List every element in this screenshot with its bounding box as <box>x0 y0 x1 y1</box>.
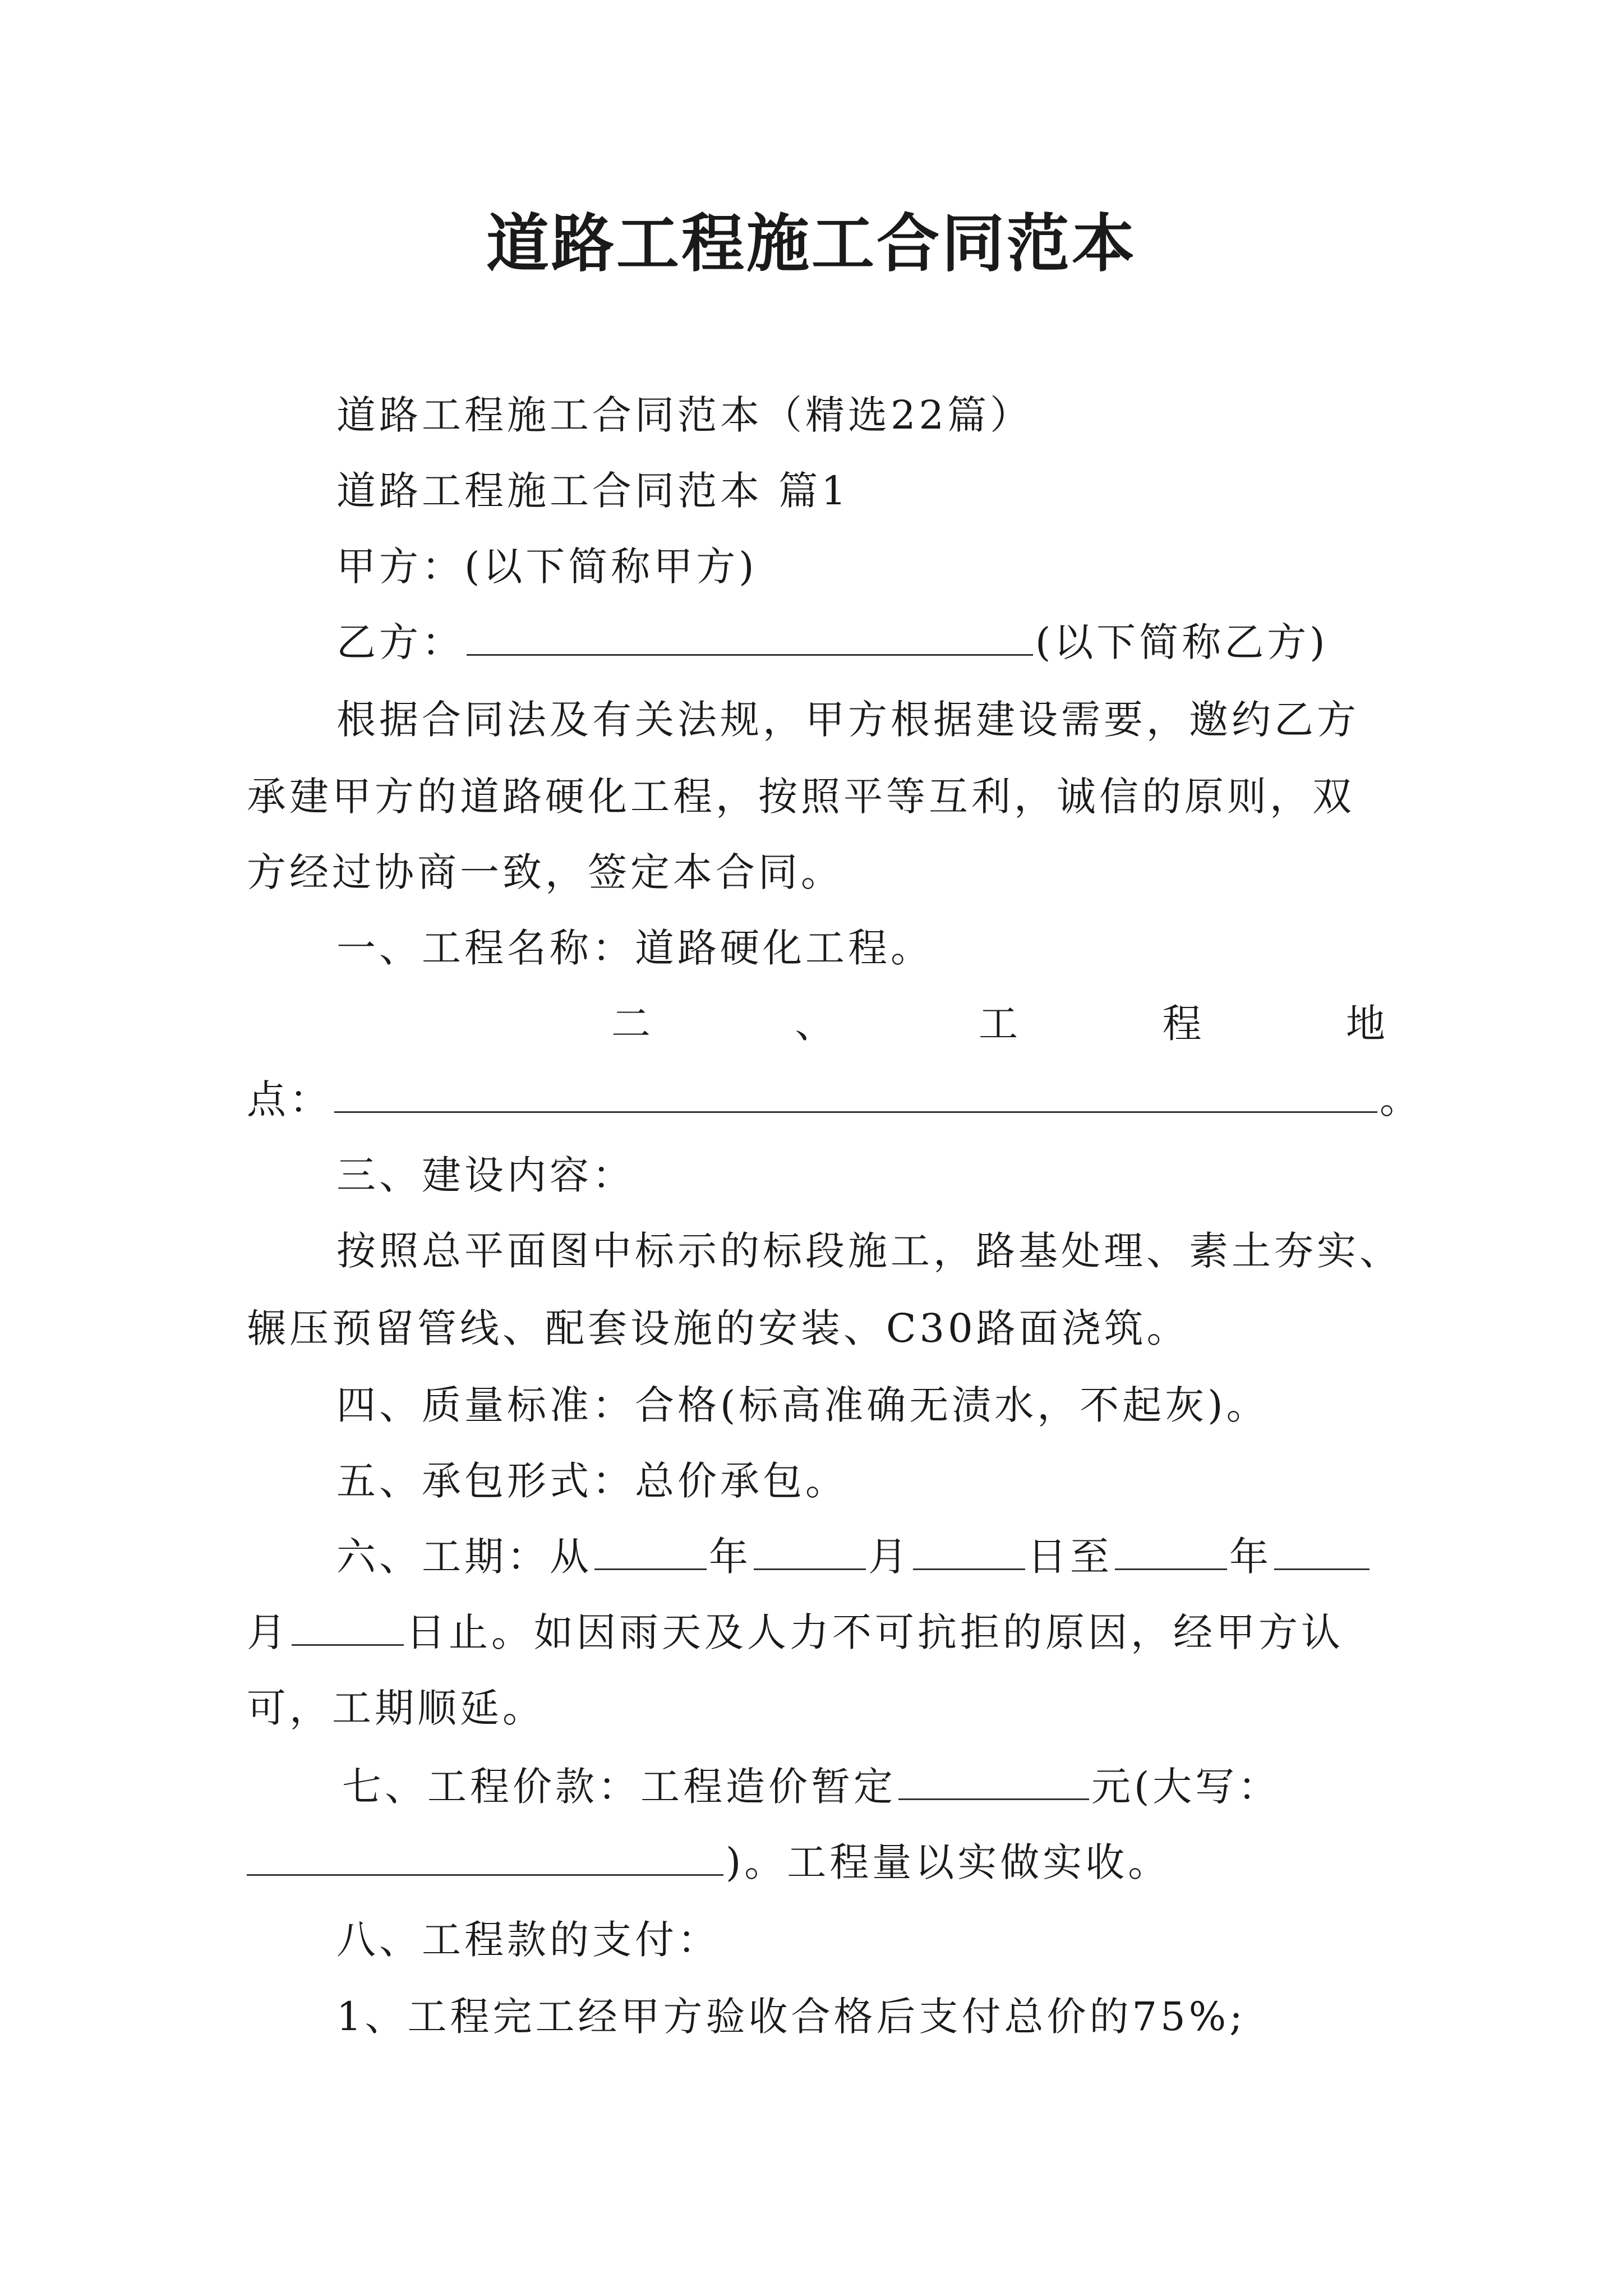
clause-2-char: 、 <box>795 1001 834 1047</box>
month-label: 月 <box>247 1609 289 1655</box>
intro-line-3: 方经过协商一致，签定本合同。 <box>247 849 843 895</box>
year-label: 年 <box>1229 1534 1272 1580</box>
intro-line-1: 根据合同法及有关法规，甲方根据建设需要，邀约乙方 <box>336 697 1359 743</box>
clause-7-prefix: 七、工程价款：工程造价暂定 <box>342 1764 896 1810</box>
month-label: 月 <box>868 1534 911 1580</box>
clause-2-end: 。 <box>1380 1076 1422 1122</box>
clause-7-mid: 元(大写： <box>1091 1764 1281 1810</box>
party-b-blank <box>467 615 1033 656</box>
clause-3-body-2: 辗压预留管线、配套设施的安装、C30路面浇筑。 <box>247 1305 1189 1351</box>
clause-3-body-1: 按照总平面图中标示的标段施工，路基处理、素土夯实、 <box>336 1228 1402 1274</box>
clause-6-line-3: 可，工期顺延。 <box>247 1685 545 1731</box>
day-to-label: 日至 <box>1027 1534 1113 1580</box>
clause-2-char: 程 <box>1162 1001 1202 1047</box>
party-b-line <box>336 614 1329 670</box>
clause-2-char: 地 <box>1346 1001 1385 1047</box>
clause-6-line-2 <box>247 1604 1344 1660</box>
year-label: 年 <box>709 1534 751 1580</box>
clause-4: 四、质量标准：合格(标高准确无渍水，不起灰)。 <box>336 1382 1269 1428</box>
day-blank <box>292 1605 404 1646</box>
clause-8: 八、工程款的支付： <box>336 1917 720 1963</box>
clause-2-char: 工 <box>979 1001 1018 1047</box>
amount-in-words-blank <box>247 1835 723 1876</box>
clause-2-location-label: 点： <box>247 1076 332 1122</box>
section-heading: 道路工程施工合同范本 篇1 <box>336 468 850 514</box>
clause-5: 五、承包形式：总价承包。 <box>336 1458 848 1504</box>
month-blank <box>1274 1529 1370 1570</box>
year-blank <box>1115 1529 1227 1570</box>
year-blank <box>594 1529 707 1570</box>
clause-6-prefix: 六、工期：从 <box>336 1534 592 1580</box>
clause-2-first-line <box>611 996 1385 1052</box>
party-a-line: 甲方：(以下简称甲方) <box>336 544 758 590</box>
party-b-suffix: (以下简称乙方) <box>1035 619 1329 665</box>
location-blank <box>334 1072 1377 1113</box>
month-blank <box>754 1529 866 1570</box>
clause-2-second-line <box>247 1071 1422 1128</box>
price-blank <box>898 1759 1089 1800</box>
intro-line-2: 承建甲方的道路硬化工程，按照平等互利，诚信的原则，双 <box>247 774 1355 820</box>
party-b-label: 乙方： <box>336 619 464 665</box>
clause-7-line-2 <box>247 1834 1170 1890</box>
clause-8-item-1: 1、工程完工经甲方验收合格后支付总价的75%; <box>336 1994 1246 2040</box>
clause-6-line-1 <box>336 1529 1372 1585</box>
document-title: 道路工程施工合同范本 <box>486 207 1137 280</box>
clause-6-continuation: 日止。如因雨天及人力不可抗拒的原因，经甲方认 <box>406 1609 1344 1655</box>
clause-7-end: )。工程量以实做实收。 <box>726 1839 1171 1885</box>
clause-3: 三、建设内容： <box>336 1152 635 1198</box>
clause-2-char: 二 <box>611 1001 651 1047</box>
subtitle: 道路工程施工合同范本（精选22篇） <box>336 392 1033 438</box>
day-blank <box>913 1529 1025 1570</box>
clause-7-line-1 <box>342 1759 1280 1815</box>
clause-1: 一、工程名称：道路硬化工程。 <box>336 925 933 971</box>
